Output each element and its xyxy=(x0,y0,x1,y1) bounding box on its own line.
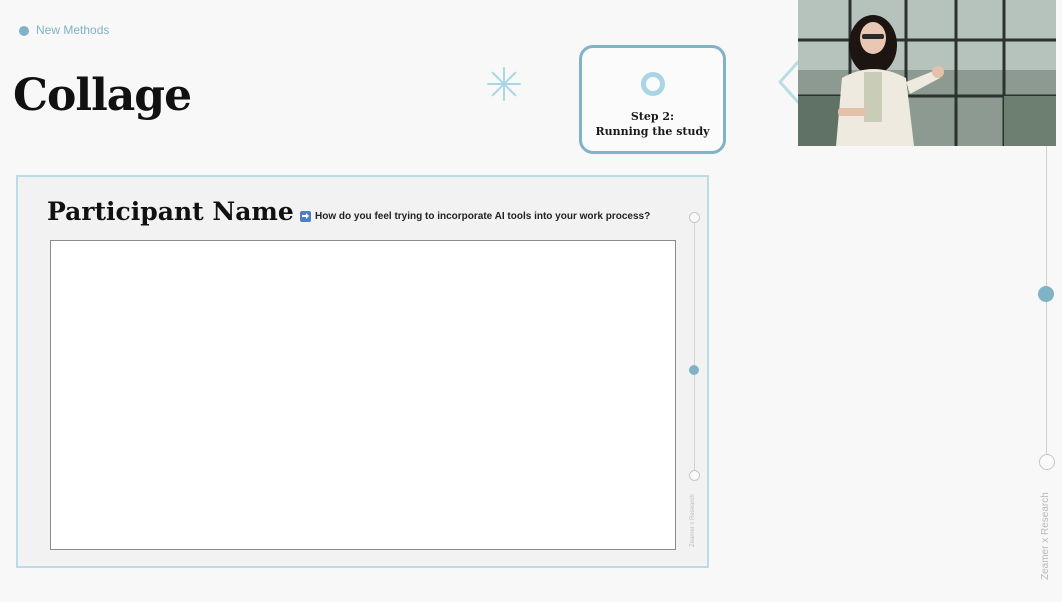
collage-frame xyxy=(16,175,709,568)
question-text: How do you feel trying to incorporate AI tools into your work process? xyxy=(315,211,651,222)
speaker-video-frame xyxy=(798,0,1056,146)
step-ring-icon xyxy=(641,72,665,96)
participant-name-heading: Participant Name xyxy=(47,197,294,226)
step-card xyxy=(579,45,726,154)
slide-progress-track xyxy=(1046,146,1047,466)
collage-canvas[interactable] xyxy=(50,240,676,550)
inner-progress-track xyxy=(694,217,695,475)
step-number: Step 2: xyxy=(630,110,675,123)
side-watermark: Zeamer x Research xyxy=(1040,492,1051,580)
step-label xyxy=(582,109,723,139)
question-prompt xyxy=(300,211,650,222)
section-dot-icon xyxy=(19,26,29,36)
page-title: Collage xyxy=(13,70,192,121)
progress-current-dot[interactable] xyxy=(1038,286,1054,302)
progress-next-dot[interactable] xyxy=(1039,454,1055,470)
speaker-video xyxy=(798,0,1056,146)
asterisk-icon xyxy=(486,66,522,102)
frame-watermark: Zeamer x Research xyxy=(690,494,696,547)
inner-progress-dot-bottom[interactable] xyxy=(689,470,700,481)
inner-progress-dot-current[interactable] xyxy=(689,365,699,375)
section-label: New Methods xyxy=(36,23,110,37)
inner-progress-dot-top[interactable] xyxy=(689,212,700,223)
step-description: Running the study xyxy=(595,125,710,138)
right-arrow-icon xyxy=(300,211,311,222)
